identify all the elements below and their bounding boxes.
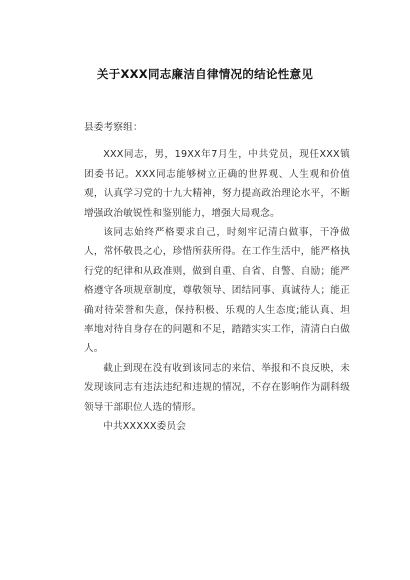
paragraph-2: 该同志始终严格要求自己，时刻牢记清白做事，干净做人，常怀敬畏之心，珍惜所获所得。在工作生活中，能严格执行党的纪律和从政准则，做到自重、自省、自警、自励；能严格遵守各项规章制度，尊敬领导、团结同事、真诚待人；能正确对待荣誉和失意，保持积极、乐观的人生态度;能认真、坦率地对待自身存在的问题和不足，踏踏实实工作，清清白白做人。 xyxy=(84,227,350,355)
addressee-line: 县委考察组： xyxy=(84,122,143,133)
signature-line: 中共XXXXX委员会 xyxy=(103,421,187,433)
paragraph-3: 截止到现在没有收到该同志的来信、举报和不良反映，未发现该同志有违法违纪和违规的情况，不存在影响作为副科级领导干部职位人选的情形。 xyxy=(84,362,350,413)
paragraph-1: XXX同志，男，19XX年7月生，中共党员，现任XXX镇团委书记。XXX同志能够树立正确的世界观、人生观和价值观，认真学习党的十九大精神，努力提高政治理论水平，不断增强政治敏锐性和鉴别能力，增强大局观念。 xyxy=(84,149,350,219)
document-body xyxy=(84,118,350,437)
document-title: 关于XXX同志廉洁自律情况的结论性意见 xyxy=(96,67,314,81)
